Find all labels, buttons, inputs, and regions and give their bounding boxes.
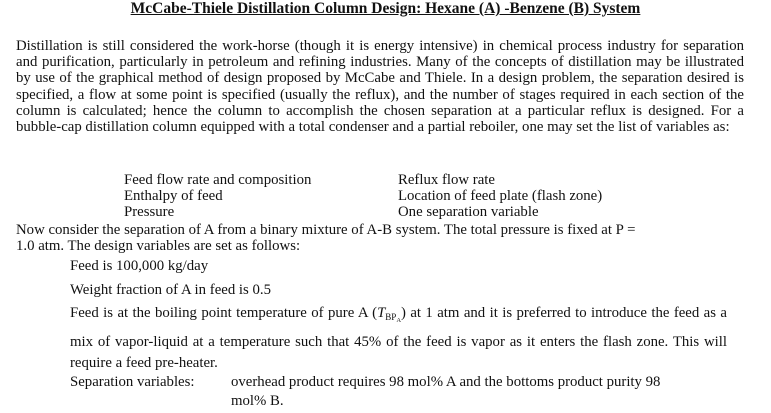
variable-separation: One separation variable xyxy=(398,204,539,221)
temperature-subsubscript: A xyxy=(396,317,402,324)
variable-enthalpy: Enthalpy of feed xyxy=(124,188,223,205)
variable-feed-plate: Location of feed plate (flash zone) xyxy=(398,188,603,205)
separation-text-line-1: overhead product requires 98 mol% A and the bottoms product purity 98 xyxy=(231,374,661,390)
consider-line-1: Now consider the separation of A from a binary mixture of A-B system. The total pressure is fixed at P = xyxy=(16,222,636,238)
separation-label: Separation variables: xyxy=(70,374,195,390)
document-title: McCabe-Thiele Distillation Column Design: Hexane (A) -Benzene (B) System xyxy=(130,0,641,17)
weight-fraction-text: Weight fraction of A in feed is 0.5 xyxy=(70,282,271,298)
variable-reflux: Reflux flow rate xyxy=(398,172,495,188)
feed-temp-after: ) at 1 atm and it is preferred to introduce the feed as a mix of vapor-liquid at a temperature such that 45% of the feed is vapor as it enters the flash zone. This will require a feed pre-heater. xyxy=(70,305,727,371)
variable-pressure: Pressure xyxy=(124,204,175,221)
separation-text-line-2: mol% B. xyxy=(231,393,284,409)
feed-temp-before: Feed is at the boiling point temperature of pure A ( xyxy=(70,305,378,321)
feed-temperature-paragraph xyxy=(70,303,727,375)
temperature-symbol: T xyxy=(377,305,386,321)
variables-left-list xyxy=(124,172,311,221)
consider-line-2: 1.0 atm. The design variables are set as follows: xyxy=(16,238,301,254)
temperature-subscript: BPA xyxy=(385,312,402,324)
feed-rate-text: Feed is 100,000 kg/day xyxy=(70,258,209,274)
variables-right-list xyxy=(398,172,602,221)
intro-paragraph: Distillation is still considered the work-horse (though it is energy intensive) in chemical process industry for separation and purification, particularly in petroleum and refining industries. Many of the concepts of distillation may be illustrated by use of the graphical method of design proposed by McCabe and Thiele. In a design problem, the separation desired is specified, a flow at some point is specified (usually the reflux), and the number of stages required in each section of the column is calculated; hence the column to accomplish the chosen separation at a particular reflux is designed. For a bubble-cap distillation column equipped with a total condenser and a partial reboiler, one may set the list of variables as: xyxy=(16,38,744,136)
variable-feed-flow: Feed flow rate and composition xyxy=(124,172,312,188)
